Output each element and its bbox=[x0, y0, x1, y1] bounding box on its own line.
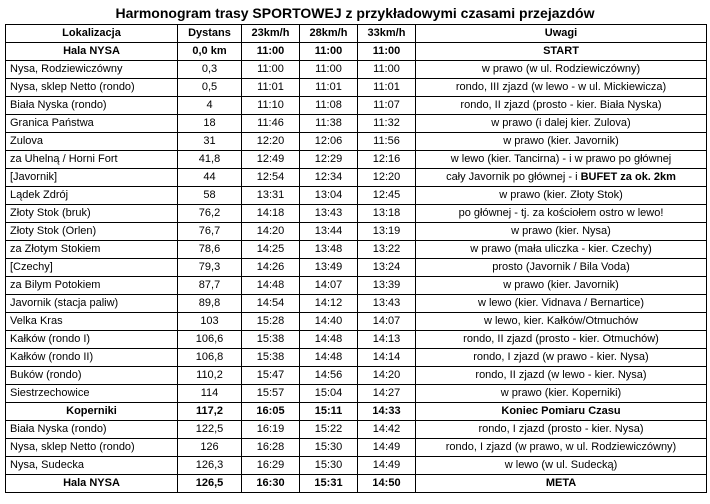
cell-time-33kmh: 12:45 bbox=[358, 187, 416, 205]
note-text: rondo, I zjazd (prosto - kier. Nysa) bbox=[478, 423, 644, 435]
note-text: rondo, II zjazd (prosto - kier. Biała Nyska) bbox=[460, 99, 662, 111]
note-text: w prawo (i dalej kier. Zulova) bbox=[491, 117, 631, 129]
cell-notes bbox=[416, 313, 707, 331]
cell-time-23kmh: 14:54 bbox=[242, 295, 300, 313]
table-row bbox=[6, 61, 707, 79]
cell-time-28kmh: 11:38 bbox=[300, 115, 358, 133]
table-row bbox=[6, 133, 707, 151]
cell-time-33kmh: 13:43 bbox=[358, 295, 416, 313]
cell-time-33kmh: 14:50 bbox=[358, 475, 416, 493]
note-text: rondo, III zjazd (w lewo - w ul. Mickiewicza) bbox=[455, 81, 667, 93]
cell-distance: 106,8 bbox=[178, 349, 242, 367]
cell-distance: 44 bbox=[178, 169, 242, 187]
cell-distance: 87,7 bbox=[178, 277, 242, 295]
cell-time-23kmh: 16:30 bbox=[242, 475, 300, 493]
cell-time-28kmh: 15:11 bbox=[300, 403, 358, 421]
table-row bbox=[6, 385, 707, 403]
cell-time-33kmh: 11:56 bbox=[358, 133, 416, 151]
note-text: w prawo (kier. Złoty Stok) bbox=[499, 189, 623, 201]
table-row bbox=[6, 349, 707, 367]
cell-time-23kmh: 15:38 bbox=[242, 349, 300, 367]
cell-distance: 117,2 bbox=[178, 403, 242, 421]
cell-time-28kmh: 13:49 bbox=[300, 259, 358, 277]
cell-distance: 31 bbox=[178, 133, 242, 151]
cell-time-23kmh: 14:18 bbox=[242, 205, 300, 223]
cell-notes bbox=[416, 205, 707, 223]
cell-time-33kmh: 13:18 bbox=[358, 205, 416, 223]
table-row bbox=[6, 421, 707, 439]
cell-time-23kmh: 11:00 bbox=[242, 61, 300, 79]
cell-time-33kmh: 14:33 bbox=[358, 403, 416, 421]
note-text: w lewo (kier. Tancirna) - i w prawo po głównej bbox=[450, 153, 672, 165]
cell-time-23kmh: 15:57 bbox=[242, 385, 300, 403]
cell-time-28kmh: 15:30 bbox=[300, 457, 358, 475]
cell-time-28kmh: 11:00 bbox=[300, 43, 358, 61]
cell-time-23kmh: 15:38 bbox=[242, 331, 300, 349]
cell-time-28kmh: 15:22 bbox=[300, 421, 358, 439]
table-row bbox=[6, 97, 707, 115]
cell-time-23kmh: 12:20 bbox=[242, 133, 300, 151]
note-bold-text: BUFET za ok. 2km bbox=[580, 171, 676, 183]
cell-location: Velka Kras bbox=[6, 313, 178, 331]
cell-time-23kmh: 11:46 bbox=[242, 115, 300, 133]
cell-notes bbox=[416, 241, 707, 259]
cell-time-28kmh: 14:56 bbox=[300, 367, 358, 385]
table-row bbox=[6, 241, 707, 259]
cell-location: Zulova bbox=[6, 133, 178, 151]
cell-time-28kmh: 14:12 bbox=[300, 295, 358, 313]
cell-time-28kmh: 14:48 bbox=[300, 331, 358, 349]
note-text: w prawo (kier. Javornik) bbox=[503, 135, 619, 147]
cell-location: Nysa, Sudecka bbox=[6, 457, 178, 475]
cell-location: Nysa, sklep Netto (rondo) bbox=[6, 79, 178, 97]
cell-notes bbox=[416, 169, 707, 187]
note-text: w lewo (kier. Vidnava / Bernartice) bbox=[477, 297, 645, 309]
table-row bbox=[6, 223, 707, 241]
cell-distance: 126,3 bbox=[178, 457, 242, 475]
cell-time-33kmh: 13:39 bbox=[358, 277, 416, 295]
cell-location: Złoty Stok (Orlen) bbox=[6, 223, 178, 241]
cell-time-23kmh: 16:29 bbox=[242, 457, 300, 475]
cell-location: za Bilym Potokiem bbox=[6, 277, 178, 295]
document-title: Harmonogram trasy SPORTOWEJ z przykładowymi czasami przejazdów bbox=[115, 5, 595, 21]
cell-distance: 126 bbox=[178, 439, 242, 457]
cell-time-33kmh: 12:16 bbox=[358, 151, 416, 169]
cell-notes bbox=[416, 259, 707, 277]
cell-time-33kmh: 13:19 bbox=[358, 223, 416, 241]
cell-location: Granica Państwa bbox=[6, 115, 178, 133]
cell-time-33kmh: 11:07 bbox=[358, 97, 416, 115]
cell-time-23kmh: 11:00 bbox=[242, 43, 300, 61]
note-text: po głównej - tj. za kościołem ostro w lewo! bbox=[458, 207, 664, 219]
cell-time-33kmh: 14:49 bbox=[358, 439, 416, 457]
table-row bbox=[6, 457, 707, 475]
cell-notes bbox=[416, 295, 707, 313]
cell-distance: 89,8 bbox=[178, 295, 242, 313]
cell-time-28kmh: 13:48 bbox=[300, 241, 358, 259]
cell-time-23kmh: 13:31 bbox=[242, 187, 300, 205]
note-text: rondo, II zjazd (prosto - kier. Otmuchów) bbox=[463, 333, 659, 345]
cell-distance: 126,5 bbox=[178, 475, 242, 493]
cell-location: Koperniki bbox=[6, 403, 178, 421]
note-text: w prawo (kier. Javornik) bbox=[503, 279, 619, 291]
cell-time-33kmh: 13:22 bbox=[358, 241, 416, 259]
cell-notes bbox=[416, 349, 707, 367]
header-location: Lokalizacja bbox=[6, 25, 178, 43]
cell-time-33kmh: 14:14 bbox=[358, 349, 416, 367]
table-row bbox=[6, 439, 707, 457]
table-row bbox=[6, 331, 707, 349]
cell-time-28kmh: 11:08 bbox=[300, 97, 358, 115]
table-row bbox=[6, 295, 707, 313]
note-text: META bbox=[545, 477, 577, 489]
cell-location: Hala NYSA bbox=[6, 43, 178, 61]
cell-location: Lądek Zdrój bbox=[6, 187, 178, 205]
cell-distance: 106,6 bbox=[178, 331, 242, 349]
cell-time-28kmh: 15:31 bbox=[300, 475, 358, 493]
note-text: rondo, II zjazd (w lewo - kier. Nysa) bbox=[475, 369, 647, 381]
cell-time-28kmh: 14:07 bbox=[300, 277, 358, 295]
cell-distance: 0,0 km bbox=[178, 43, 242, 61]
cell-notes bbox=[416, 133, 707, 151]
header-distance: Dystans bbox=[178, 25, 242, 43]
cell-time-33kmh: 14:13 bbox=[358, 331, 416, 349]
cell-distance: 58 bbox=[178, 187, 242, 205]
cell-notes bbox=[416, 367, 707, 385]
table-row bbox=[6, 475, 707, 493]
cell-distance: 0,5 bbox=[178, 79, 242, 97]
cell-notes bbox=[416, 223, 707, 241]
cell-distance: 0,3 bbox=[178, 61, 242, 79]
cell-time-28kmh: 12:34 bbox=[300, 169, 358, 187]
cell-location: Kałków (rondo II) bbox=[6, 349, 178, 367]
cell-distance: 103 bbox=[178, 313, 242, 331]
cell-distance: 76,2 bbox=[178, 205, 242, 223]
table-row bbox=[6, 403, 707, 421]
cell-time-23kmh: 15:28 bbox=[242, 313, 300, 331]
cell-time-28kmh: 13:43 bbox=[300, 205, 358, 223]
cell-notes bbox=[416, 79, 707, 97]
cell-notes bbox=[416, 403, 707, 421]
cell-time-33kmh: 11:01 bbox=[358, 79, 416, 97]
table-row bbox=[6, 115, 707, 133]
cell-notes bbox=[416, 115, 707, 133]
cell-time-33kmh: 12:20 bbox=[358, 169, 416, 187]
header-notes: Uwagi bbox=[416, 25, 707, 43]
table-row bbox=[6, 169, 707, 187]
cell-time-33kmh: 14:27 bbox=[358, 385, 416, 403]
cell-location: Kałków (rondo I) bbox=[6, 331, 178, 349]
cell-time-33kmh: 14:42 bbox=[358, 421, 416, 439]
schedule-table bbox=[5, 24, 707, 493]
header-33kmh: 33km/h bbox=[358, 25, 416, 43]
note-text: cały Javornik po głównej - i bbox=[446, 171, 581, 183]
cell-location: [Czechy] bbox=[6, 259, 178, 277]
cell-time-33kmh: 13:24 bbox=[358, 259, 416, 277]
cell-time-23kmh: 16:19 bbox=[242, 421, 300, 439]
note-text: w lewo (w ul. Sudecką) bbox=[504, 459, 618, 471]
cell-time-28kmh: 15:04 bbox=[300, 385, 358, 403]
cell-notes bbox=[416, 277, 707, 295]
cell-time-28kmh: 12:06 bbox=[300, 133, 358, 151]
cell-time-23kmh: 14:25 bbox=[242, 241, 300, 259]
cell-location: Nysa, Rodziewiczówny bbox=[6, 61, 178, 79]
cell-time-28kmh: 11:01 bbox=[300, 79, 358, 97]
table-row bbox=[6, 367, 707, 385]
cell-time-33kmh: 11:00 bbox=[358, 43, 416, 61]
cell-notes bbox=[416, 457, 707, 475]
cell-location: Javornik (stacja paliw) bbox=[6, 295, 178, 313]
cell-time-28kmh: 15:30 bbox=[300, 439, 358, 457]
cell-location: Nysa, sklep Netto (rondo) bbox=[6, 439, 178, 457]
cell-notes bbox=[416, 97, 707, 115]
cell-location: za Uhelną / Horni Fort bbox=[6, 151, 178, 169]
header-28kmh: 28km/h bbox=[300, 25, 358, 43]
table-row bbox=[6, 259, 707, 277]
cell-notes bbox=[416, 187, 707, 205]
cell-time-28kmh: 11:00 bbox=[300, 61, 358, 79]
table-row bbox=[6, 205, 707, 223]
note-text: Koniec Pomiaru Czasu bbox=[501, 405, 621, 417]
cell-location: za Złotym Stokiem bbox=[6, 241, 178, 259]
cell-time-23kmh: 15:47 bbox=[242, 367, 300, 385]
header-row bbox=[6, 25, 707, 43]
cell-time-28kmh: 14:40 bbox=[300, 313, 358, 331]
cell-location: Hala NYSA bbox=[6, 475, 178, 493]
note-text: w prawo (mała uliczka - kier. Czechy) bbox=[470, 243, 652, 255]
cell-distance: 4 bbox=[178, 97, 242, 115]
table-row bbox=[6, 151, 707, 169]
cell-distance: 79,3 bbox=[178, 259, 242, 277]
cell-location: [Javornik] bbox=[6, 169, 178, 187]
cell-distance: 41,8 bbox=[178, 151, 242, 169]
cell-time-23kmh: 14:26 bbox=[242, 259, 300, 277]
cell-time-23kmh: 14:20 bbox=[242, 223, 300, 241]
cell-time-23kmh: 12:49 bbox=[242, 151, 300, 169]
cell-notes bbox=[416, 61, 707, 79]
cell-location: Złoty Stok (bruk) bbox=[6, 205, 178, 223]
header-23kmh: 23km/h bbox=[242, 25, 300, 43]
cell-notes bbox=[416, 151, 707, 169]
table-row bbox=[6, 187, 707, 205]
cell-notes bbox=[416, 439, 707, 457]
cell-distance: 18 bbox=[178, 115, 242, 133]
cell-time-33kmh: 11:00 bbox=[358, 61, 416, 79]
cell-time-28kmh: 13:04 bbox=[300, 187, 358, 205]
cell-time-28kmh: 13:44 bbox=[300, 223, 358, 241]
cell-location: Biała Nyska (rondo) bbox=[6, 97, 178, 115]
cell-time-33kmh: 14:49 bbox=[358, 457, 416, 475]
note-text: w prawo (kier. Nysa) bbox=[511, 225, 611, 237]
note-text: prosto (Javornik / Bila Voda) bbox=[492, 261, 630, 273]
note-text: START bbox=[543, 45, 579, 57]
cell-time-23kmh: 11:10 bbox=[242, 97, 300, 115]
cell-time-23kmh: 12:54 bbox=[242, 169, 300, 187]
cell-notes bbox=[416, 421, 707, 439]
note-text: w prawo (kier. Koperniki) bbox=[500, 387, 622, 399]
cell-location: Siestrzechowice bbox=[6, 385, 178, 403]
cell-notes bbox=[416, 475, 707, 493]
cell-notes bbox=[416, 385, 707, 403]
table-row bbox=[6, 277, 707, 295]
cell-location: Biała Nyska (rondo) bbox=[6, 421, 178, 439]
cell-time-23kmh: 14:48 bbox=[242, 277, 300, 295]
cell-distance: 78,6 bbox=[178, 241, 242, 259]
cell-distance: 110,2 bbox=[178, 367, 242, 385]
table-row bbox=[6, 43, 707, 61]
table-row bbox=[6, 79, 707, 97]
table-body bbox=[6, 43, 707, 493]
note-text: w prawo (w ul. Rodziewiczówny) bbox=[481, 63, 641, 75]
note-text: rondo, I zjazd (w prawo, w ul. Rodziewiczówny) bbox=[445, 441, 677, 453]
cell-time-33kmh: 14:07 bbox=[358, 313, 416, 331]
cell-notes bbox=[416, 43, 707, 61]
cell-distance: 122,5 bbox=[178, 421, 242, 439]
table-row bbox=[6, 313, 707, 331]
cell-location: Buków (rondo) bbox=[6, 367, 178, 385]
cell-distance: 114 bbox=[178, 385, 242, 403]
cell-time-23kmh: 11:01 bbox=[242, 79, 300, 97]
cell-time-23kmh: 16:05 bbox=[242, 403, 300, 421]
cell-time-23kmh: 16:28 bbox=[242, 439, 300, 457]
cell-time-33kmh: 14:20 bbox=[358, 367, 416, 385]
cell-time-28kmh: 14:48 bbox=[300, 349, 358, 367]
note-text: rondo, I zjazd (w prawo - kier. Nysa) bbox=[473, 351, 649, 363]
cell-distance: 76,7 bbox=[178, 223, 242, 241]
cell-time-28kmh: 12:29 bbox=[300, 151, 358, 169]
note-text: w lewo, kier. Kałków/Otmuchów bbox=[483, 315, 639, 327]
cell-time-33kmh: 11:32 bbox=[358, 115, 416, 133]
cell-notes bbox=[416, 331, 707, 349]
